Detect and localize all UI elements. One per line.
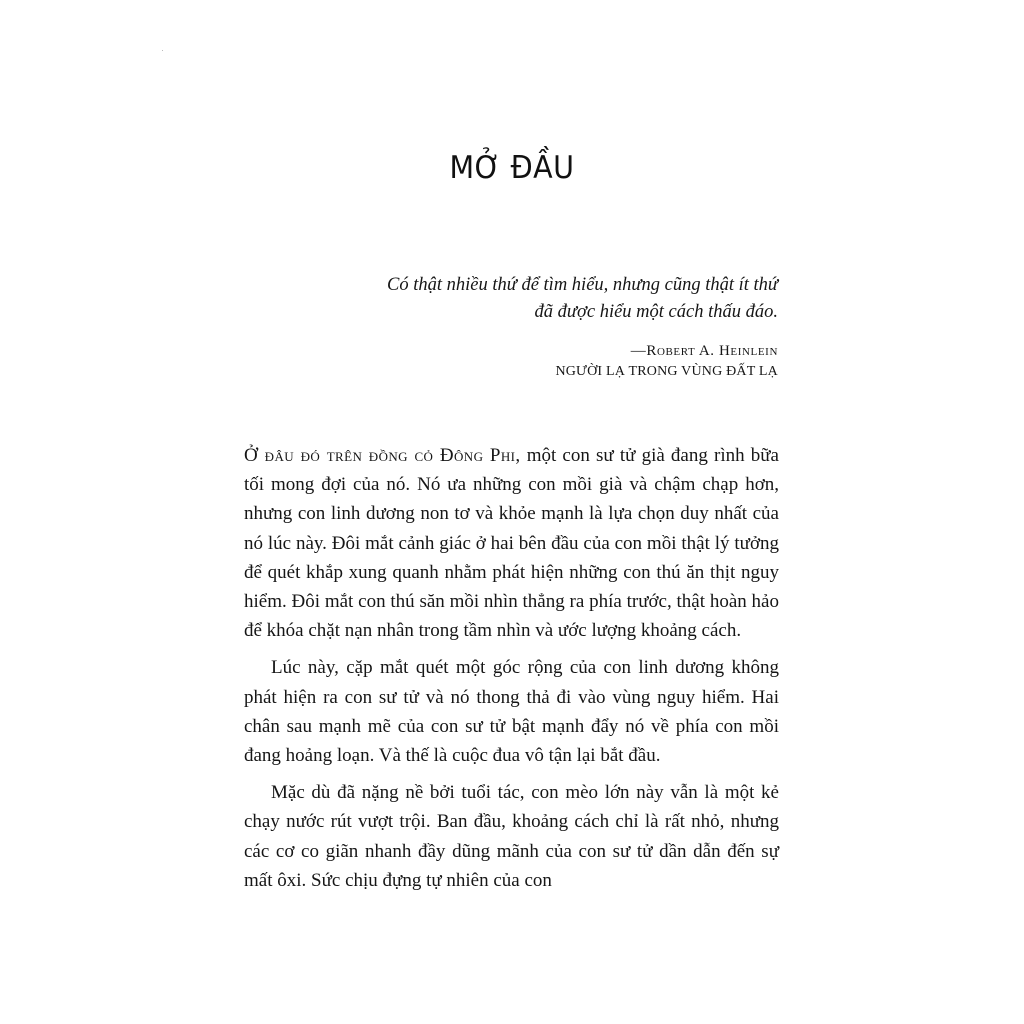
paragraph-1 <box>244 441 779 645</box>
epigraph-quote <box>258 272 778 326</box>
paragraph-1-text: một con sư tử già đang rình bữa tối mong đợi của nó. Nó ưa những con mồi già và chậm chạp hơn, nhưng con linh dương non tơ và khỏe mạnh là lựa chọn duy nhất của nó lúc này. Đôi mắt cảnh giác ở hai bên đầu của con mồi thật lý tưởng để quét khắp xung quanh nhằm phát hiện những con thú ăn thịt nguy hiểm. Đôi mắt con thú săn mồi nhìn thẳng ra phía trước, thật hoàn hảo để khóa chặt nạn nhân trong tầm nhìn và ước lượng khoảng cách. <box>244 445 779 642</box>
body-text <box>244 441 779 903</box>
chapter-title: MỞ ĐẦU <box>449 150 575 186</box>
epigraph-quote-line-2: đã được hiểu một cách thấu đáo. <box>534 302 778 322</box>
epigraph-author: —Robert A. Heinlein <box>630 343 778 359</box>
epigraph <box>258 272 778 383</box>
paragraph-3: Mặc dù đã nặng nề bởi tuổi tác, con mèo lớn này vẫn là một kẻ chạy nước rút vượt trội. Ban đầu, khoảng cách chỉ là rất nhỏ, nhưng các cơ co giãn nhanh đầy dũng mãnh của con sư tử dần dẫn đến sự mất ôxi. Sức chịu đựng tự nhiên của con <box>244 782 779 891</box>
paragraph-2: Lúc này, cặp mắt quét một góc rộng của con linh dương không phát hiện ra con sư tử và nó thong thả đi vào vùng nguy hiểm. Hai chân sau mạnh mẽ của con sư tử bật mạnh đẩy nó về phía con mồi đang hoảng loạn. Và thế là cuộc đua vô tận lại bắt đầu. <box>244 657 779 767</box>
epigraph-quote-line-1: Có thật nhiều thứ để tìm hiểu, nhưng cũng thật ít thứ <box>387 275 778 295</box>
page-speck <box>162 50 163 51</box>
paragraph-1-lead: Ở đâu đó trên đồng cỏ Đông Phi, <box>244 445 521 466</box>
epigraph-source: NGƯỜI LẠ TRONG VÙNG ĐẤT LẠ <box>555 364 778 379</box>
